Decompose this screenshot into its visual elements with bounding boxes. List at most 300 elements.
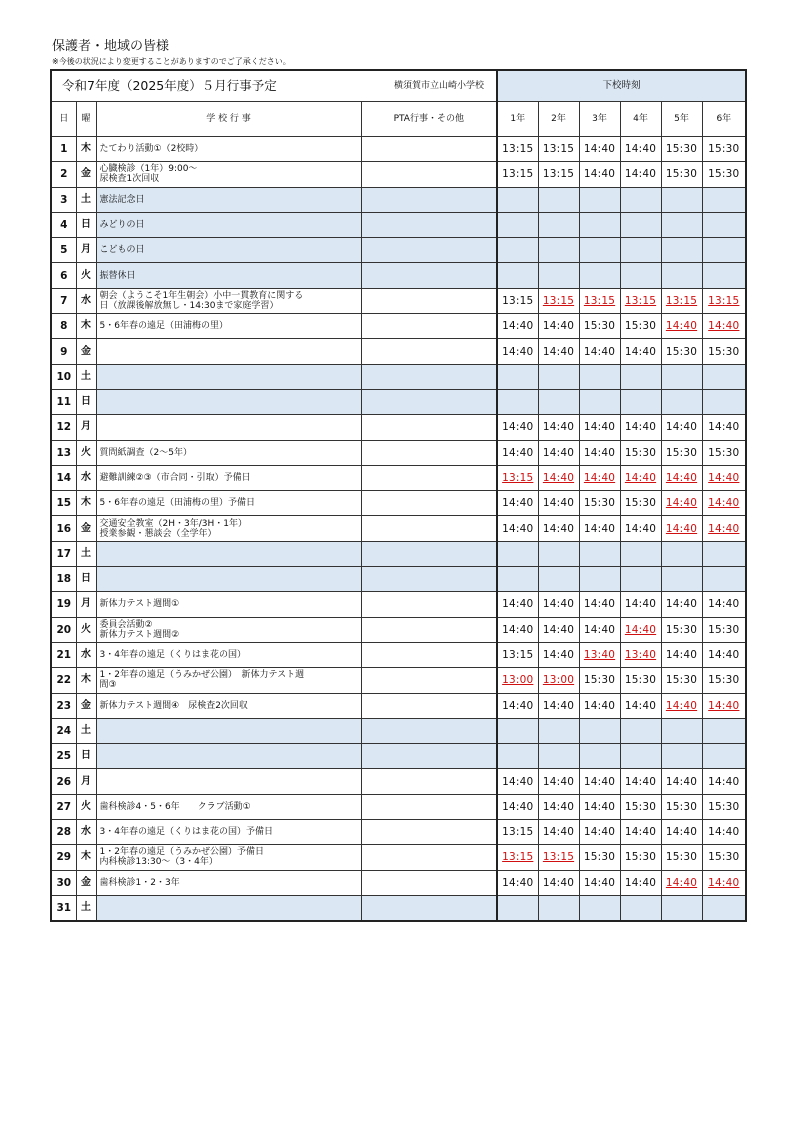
table-row xyxy=(51,718,746,743)
weekday-cell: 火 xyxy=(76,440,96,465)
dismissal-time-cell: 15:30 xyxy=(579,668,620,693)
dismissal-time-cell xyxy=(538,744,579,769)
event-cell: みどりの日 xyxy=(96,212,361,237)
pta-cell xyxy=(361,516,497,541)
dismissal-time-cell: 14:40 xyxy=(538,769,579,794)
dismissal-time-cell: 13:15 xyxy=(579,288,620,313)
weekday-cell: 金 xyxy=(76,516,96,541)
dismissal-time-cell: 14:40 xyxy=(538,617,579,642)
dismissal-time-cell: 14:40 xyxy=(702,314,746,339)
dismissal-time-cell: 14:40 xyxy=(702,870,746,895)
grade-header: 6年 xyxy=(702,102,746,137)
dismissal-time-cell: 15:30 xyxy=(620,794,661,819)
table-row xyxy=(51,491,746,516)
dismissal-time-cell: 14:40 xyxy=(538,693,579,718)
dismissal-time-cell: 14:40 xyxy=(702,465,746,490)
dismissal-time-cell xyxy=(497,744,538,769)
dismissal-time-cell xyxy=(620,744,661,769)
dismissal-time-cell: 15:30 xyxy=(579,314,620,339)
dismissal-time-cell: 13:15 xyxy=(497,137,538,162)
table-row xyxy=(51,364,746,389)
dismissal-time-cell xyxy=(661,187,702,212)
dismissal-time-cell: 14:40 xyxy=(661,870,702,895)
dismissal-time-cell xyxy=(702,187,746,212)
day-cell: 27 xyxy=(51,794,76,819)
dismissal-time-cell xyxy=(661,895,702,921)
dismissal-time-cell: 15:30 xyxy=(702,668,746,693)
weekday-cell: 月 xyxy=(76,415,96,440)
dismissal-time-cell xyxy=(620,238,661,263)
dismissal-time-cell xyxy=(579,212,620,237)
dismissal-time-cell xyxy=(661,567,702,592)
dismissal-time-cell: 14:40 xyxy=(579,769,620,794)
dismissal-time-cell: 14:40 xyxy=(579,339,620,364)
schedule-title: 令和7年度（2025年度）５月行事予定 xyxy=(51,70,361,102)
dismissal-time-cell xyxy=(661,389,702,414)
dismissal-time-cell xyxy=(620,389,661,414)
dismissal-time-cell: 14:40 xyxy=(538,820,579,845)
dismissal-time-cell xyxy=(702,364,746,389)
dismissal-time-cell xyxy=(661,364,702,389)
pta-cell xyxy=(361,567,497,592)
dismissal-time-cell xyxy=(579,567,620,592)
dismissal-time-cell: 14:40 xyxy=(620,617,661,642)
dismissal-time-cell: 14:40 xyxy=(538,516,579,541)
dismissal-time-cell: 13:15 xyxy=(497,642,538,667)
grade-header: 3年 xyxy=(579,102,620,137)
dismissal-header: 下校時刻 xyxy=(497,70,746,102)
dismissal-time-cell xyxy=(497,187,538,212)
event-cell: 歯科検診4・5・6年 クラブ活動① xyxy=(96,794,361,819)
pta-cell xyxy=(361,212,497,237)
dismissal-time-cell: 14:40 xyxy=(579,415,620,440)
dismissal-time-cell xyxy=(538,187,579,212)
dismissal-time-cell: 14:40 xyxy=(497,440,538,465)
day-cell: 21 xyxy=(51,642,76,667)
dismissal-time-cell: 14:40 xyxy=(538,794,579,819)
pta-cell xyxy=(361,339,497,364)
dismissal-time-cell: 14:40 xyxy=(538,415,579,440)
col-events-header: 学 校 行 事 xyxy=(96,102,361,137)
pta-cell xyxy=(361,491,497,516)
dismissal-time-cell: 14:40 xyxy=(620,339,661,364)
dismissal-time-cell xyxy=(579,895,620,921)
pta-cell xyxy=(361,617,497,642)
dismissal-time-cell: 14:40 xyxy=(538,642,579,667)
dismissal-time-cell: 14:40 xyxy=(702,693,746,718)
dismissal-time-cell: 14:40 xyxy=(538,440,579,465)
pta-cell xyxy=(361,693,497,718)
notice: ※今後の状況により変更することがありますのでご了承ください。 xyxy=(52,57,291,66)
event-cell: 振替休日 xyxy=(96,263,361,288)
dismissal-time-cell: 14:40 xyxy=(661,592,702,617)
dismissal-time-cell xyxy=(538,212,579,237)
dismissal-time-cell: 14:40 xyxy=(579,617,620,642)
event-cell: 5・6年春の遠足（田浦梅の里）予備日 xyxy=(96,491,361,516)
dismissal-time-cell: 14:40 xyxy=(620,769,661,794)
col-weekday-header: 曜 xyxy=(76,102,96,137)
weekday-cell: 日 xyxy=(76,389,96,414)
dismissal-time-cell: 14:40 xyxy=(579,592,620,617)
day-cell: 1 xyxy=(51,137,76,162)
day-cell: 9 xyxy=(51,339,76,364)
dismissal-time-cell: 15:30 xyxy=(661,339,702,364)
dismissal-time-cell: 14:40 xyxy=(538,314,579,339)
table-row xyxy=(51,592,746,617)
dismissal-time-cell: 14:40 xyxy=(497,415,538,440)
table-row xyxy=(51,744,746,769)
event-cell xyxy=(96,718,361,743)
greeting: 保護者・地域の皆様 xyxy=(52,39,170,54)
grade-header: 2年 xyxy=(538,102,579,137)
day-cell: 20 xyxy=(51,617,76,642)
weekday-cell: 金 xyxy=(76,870,96,895)
dismissal-time-cell: 15:30 xyxy=(620,845,661,870)
dismissal-time-cell: 15:30 xyxy=(702,339,746,364)
dismissal-time-cell: 15:30 xyxy=(579,845,620,870)
dismissal-time-cell: 14:40 xyxy=(538,339,579,364)
weekday-cell: 木 xyxy=(76,668,96,693)
weekday-cell: 土 xyxy=(76,895,96,921)
table-row xyxy=(51,389,746,414)
day-cell: 10 xyxy=(51,364,76,389)
dismissal-time-cell xyxy=(579,744,620,769)
event-cell xyxy=(96,339,361,364)
weekday-cell: 水 xyxy=(76,288,96,313)
event-cell xyxy=(96,541,361,566)
weekday-cell: 木 xyxy=(76,845,96,870)
dismissal-time-cell: 15:30 xyxy=(661,794,702,819)
dismissal-time-cell: 15:30 xyxy=(702,137,746,162)
dismissal-time-cell: 15:30 xyxy=(702,440,746,465)
dismissal-time-cell xyxy=(538,263,579,288)
dismissal-time-cell: 14:40 xyxy=(620,516,661,541)
dismissal-time-cell: 13:15 xyxy=(497,845,538,870)
pta-cell xyxy=(361,794,497,819)
col-day-header: 日 xyxy=(51,102,76,137)
day-cell: 3 xyxy=(51,187,76,212)
dismissal-time-cell: 13:40 xyxy=(620,642,661,667)
dismissal-time-cell: 13:00 xyxy=(497,668,538,693)
table-row xyxy=(51,465,746,490)
event-cell: 3・4年春の遠足（くりはま花の国） xyxy=(96,642,361,667)
table-row xyxy=(51,187,746,212)
dismissal-time-cell: 14:40 xyxy=(579,516,620,541)
dismissal-time-cell xyxy=(620,718,661,743)
weekday-cell: 火 xyxy=(76,794,96,819)
dismissal-time-cell: 14:40 xyxy=(620,415,661,440)
day-cell: 7 xyxy=(51,288,76,313)
dismissal-time-cell: 14:40 xyxy=(702,491,746,516)
weekday-cell: 土 xyxy=(76,187,96,212)
dismissal-time-cell: 15:30 xyxy=(620,668,661,693)
weekday-cell: 土 xyxy=(76,364,96,389)
pta-cell xyxy=(361,389,497,414)
dismissal-time-cell: 14:40 xyxy=(497,314,538,339)
dismissal-time-cell: 14:40 xyxy=(661,820,702,845)
dismissal-time-cell xyxy=(661,541,702,566)
weekday-cell: 火 xyxy=(76,263,96,288)
table-row xyxy=(51,895,746,921)
dismissal-time-cell: 14:40 xyxy=(620,693,661,718)
dismissal-time-cell: 13:15 xyxy=(497,820,538,845)
grade-header: 1年 xyxy=(497,102,538,137)
event-cell: 避難訓練②③（市合同・引取）予備日 xyxy=(96,465,361,490)
dismissal-time-cell: 14:40 xyxy=(538,592,579,617)
event-cell: こどもの日 xyxy=(96,238,361,263)
school-name: 横須賀市立山崎小学校 xyxy=(361,70,497,102)
table-row xyxy=(51,870,746,895)
dismissal-time-cell xyxy=(702,212,746,237)
dismissal-time-cell: 14:40 xyxy=(579,137,620,162)
event-cell xyxy=(96,769,361,794)
dismissal-time-cell: 14:40 xyxy=(579,440,620,465)
dismissal-time-cell: 14:40 xyxy=(702,820,746,845)
dismissal-time-cell xyxy=(538,567,579,592)
dismissal-time-cell xyxy=(538,389,579,414)
pta-cell xyxy=(361,820,497,845)
dismissal-time-cell xyxy=(702,389,746,414)
dismissal-time-cell: 15:30 xyxy=(661,162,702,187)
dismissal-time-cell: 14:40 xyxy=(661,693,702,718)
dismissal-time-cell: 14:40 xyxy=(702,415,746,440)
table-row xyxy=(51,567,746,592)
dismissal-time-cell: 14:40 xyxy=(661,415,702,440)
dismissal-time-cell xyxy=(620,187,661,212)
event-cell: 5・6年春の遠足（田浦梅の里） xyxy=(96,314,361,339)
dismissal-time-cell: 13:15 xyxy=(538,162,579,187)
weekday-cell: 月 xyxy=(76,592,96,617)
weekday-cell: 月 xyxy=(76,238,96,263)
dismissal-time-cell: 13:00 xyxy=(538,668,579,693)
event-cell xyxy=(96,567,361,592)
table-row xyxy=(51,642,746,667)
event-cell: 質問紙調査（2～5年） xyxy=(96,440,361,465)
weekday-cell: 水 xyxy=(76,820,96,845)
dismissal-time-cell: 14:40 xyxy=(620,592,661,617)
table-row xyxy=(51,845,746,870)
dismissal-time-cell xyxy=(702,895,746,921)
dismissal-time-cell xyxy=(579,389,620,414)
pta-cell xyxy=(361,238,497,263)
dismissal-time-cell xyxy=(620,541,661,566)
pta-cell xyxy=(361,440,497,465)
table-row xyxy=(51,137,746,162)
dismissal-time-cell: 15:30 xyxy=(661,668,702,693)
pta-cell xyxy=(361,592,497,617)
event-cell: 委員会活動② 新体力テスト週間② xyxy=(96,617,361,642)
table-row xyxy=(51,769,746,794)
dismissal-time-cell: 14:40 xyxy=(497,794,538,819)
pta-cell xyxy=(361,415,497,440)
table-row xyxy=(51,339,746,364)
day-cell: 23 xyxy=(51,693,76,718)
table-row xyxy=(51,263,746,288)
dismissal-time-cell: 14:40 xyxy=(538,465,579,490)
schedule-table xyxy=(50,69,747,922)
dismissal-time-cell: 13:15 xyxy=(661,288,702,313)
dismissal-time-cell xyxy=(497,718,538,743)
weekday-cell: 金 xyxy=(76,693,96,718)
dismissal-time-cell: 13:15 xyxy=(538,845,579,870)
dismissal-time-cell: 14:40 xyxy=(579,794,620,819)
event-cell xyxy=(96,389,361,414)
col-pta-header: PTA行事・その他 xyxy=(361,102,497,137)
dismissal-time-cell: 15:30 xyxy=(702,794,746,819)
event-cell: 交通安全教室（2H・3年/3H・1年） 授業参観・懇談会（全学年） xyxy=(96,516,361,541)
dismissal-time-cell xyxy=(702,541,746,566)
dismissal-time-cell xyxy=(661,212,702,237)
pta-cell xyxy=(361,314,497,339)
table-row xyxy=(51,212,746,237)
dismissal-time-cell xyxy=(497,541,538,566)
table-row xyxy=(51,693,746,718)
dismissal-time-cell: 15:30 xyxy=(579,491,620,516)
event-cell xyxy=(96,364,361,389)
dismissal-time-cell: 13:15 xyxy=(538,137,579,162)
event-cell: 朝会（ようこそ1年生朝会）小中一貫教育に関する 日（放課後解放無し・14:30まで家庭学習） xyxy=(96,288,361,313)
dismissal-time-cell: 14:40 xyxy=(702,516,746,541)
grade-header: 5年 xyxy=(661,102,702,137)
dismissal-time-cell xyxy=(538,895,579,921)
dismissal-time-cell xyxy=(620,364,661,389)
dismissal-time-cell: 15:30 xyxy=(702,845,746,870)
grade-header: 4年 xyxy=(620,102,661,137)
day-cell: 8 xyxy=(51,314,76,339)
weekday-cell: 日 xyxy=(76,212,96,237)
pta-cell xyxy=(361,895,497,921)
dismissal-time-cell xyxy=(620,263,661,288)
dismissal-time-cell xyxy=(702,744,746,769)
event-cell: 新体力テスト週間④ 尿検査2次回収 xyxy=(96,693,361,718)
dismissal-time-cell: 14:40 xyxy=(497,693,538,718)
dismissal-time-cell: 14:40 xyxy=(497,617,538,642)
day-cell: 19 xyxy=(51,592,76,617)
dismissal-time-cell xyxy=(497,567,538,592)
weekday-cell: 土 xyxy=(76,541,96,566)
event-cell: 心臓検診（1年）9:00～ 尿検査1次回収 xyxy=(96,162,361,187)
dismissal-time-cell: 14:40 xyxy=(702,592,746,617)
dismissal-time-cell xyxy=(497,895,538,921)
dismissal-time-cell: 13:15 xyxy=(497,288,538,313)
dismissal-time-cell: 15:30 xyxy=(702,617,746,642)
pta-cell xyxy=(361,744,497,769)
dismissal-time-cell: 14:40 xyxy=(661,642,702,667)
dismissal-time-cell: 15:30 xyxy=(661,137,702,162)
dismissal-time-cell xyxy=(538,364,579,389)
day-cell: 14 xyxy=(51,465,76,490)
day-cell: 31 xyxy=(51,895,76,921)
event-cell: 1・2年春の遠足（うみかぜ公園）予備日 内科検診13:30～（3・4年） xyxy=(96,845,361,870)
weekday-cell: 日 xyxy=(76,567,96,592)
dismissal-time-cell xyxy=(538,541,579,566)
dismissal-time-cell xyxy=(661,744,702,769)
day-cell: 13 xyxy=(51,440,76,465)
dismissal-time-cell: 14:40 xyxy=(538,870,579,895)
dismissal-time-cell: 15:30 xyxy=(620,491,661,516)
weekday-cell: 土 xyxy=(76,718,96,743)
dismissal-time-cell xyxy=(620,567,661,592)
pta-cell xyxy=(361,769,497,794)
table-row xyxy=(51,415,746,440)
day-cell: 2 xyxy=(51,162,76,187)
dismissal-time-cell: 14:40 xyxy=(661,769,702,794)
day-cell: 5 xyxy=(51,238,76,263)
weekday-cell: 木 xyxy=(76,137,96,162)
dismissal-time-cell: 13:40 xyxy=(579,642,620,667)
weekday-cell: 月 xyxy=(76,769,96,794)
dismissal-time-cell: 15:30 xyxy=(661,440,702,465)
dismissal-time-cell xyxy=(702,567,746,592)
dismissal-time-cell xyxy=(579,238,620,263)
dismissal-time-cell xyxy=(497,389,538,414)
day-cell: 22 xyxy=(51,668,76,693)
dismissal-time-cell: 13:15 xyxy=(538,288,579,313)
day-cell: 12 xyxy=(51,415,76,440)
dismissal-time-cell: 14:40 xyxy=(497,592,538,617)
day-cell: 15 xyxy=(51,491,76,516)
dismissal-time-cell xyxy=(661,238,702,263)
table-row xyxy=(51,238,746,263)
pta-cell xyxy=(361,870,497,895)
table-row xyxy=(51,516,746,541)
weekday-cell: 金 xyxy=(76,162,96,187)
dismissal-time-cell: 13:15 xyxy=(702,288,746,313)
dismissal-time-cell: 14:40 xyxy=(620,820,661,845)
dismissal-time-cell: 14:40 xyxy=(661,465,702,490)
dismissal-time-cell: 14:40 xyxy=(497,339,538,364)
dismissal-time-cell: 15:30 xyxy=(702,162,746,187)
weekday-cell: 水 xyxy=(76,465,96,490)
dismissal-time-cell: 13:15 xyxy=(620,288,661,313)
weekday-cell: 水 xyxy=(76,642,96,667)
table-row xyxy=(51,162,746,187)
dismissal-time-cell: 14:40 xyxy=(579,465,620,490)
weekday-cell: 日 xyxy=(76,744,96,769)
dismissal-time-cell xyxy=(579,718,620,743)
weekday-cell: 木 xyxy=(76,491,96,516)
day-cell: 28 xyxy=(51,820,76,845)
pta-cell xyxy=(361,187,497,212)
day-cell: 16 xyxy=(51,516,76,541)
table-row xyxy=(51,617,746,642)
schedule-rows xyxy=(51,137,746,922)
dismissal-time-cell: 14:40 xyxy=(620,465,661,490)
dismissal-time-cell: 14:40 xyxy=(620,162,661,187)
dismissal-time-cell xyxy=(702,238,746,263)
dismissal-time-cell: 14:40 xyxy=(702,769,746,794)
day-cell: 6 xyxy=(51,263,76,288)
dismissal-time-cell: 14:40 xyxy=(497,491,538,516)
dismissal-time-cell: 13:15 xyxy=(497,162,538,187)
event-cell xyxy=(96,744,361,769)
dismissal-time-cell: 14:40 xyxy=(620,137,661,162)
event-cell xyxy=(96,415,361,440)
day-cell: 11 xyxy=(51,389,76,414)
table-row xyxy=(51,314,746,339)
day-cell: 25 xyxy=(51,744,76,769)
pta-cell xyxy=(361,162,497,187)
day-cell: 17 xyxy=(51,541,76,566)
table-row xyxy=(51,820,746,845)
event-cell: 憲法記念日 xyxy=(96,187,361,212)
pta-cell xyxy=(361,845,497,870)
pta-cell xyxy=(361,137,497,162)
day-cell: 30 xyxy=(51,870,76,895)
dismissal-time-cell: 14:40 xyxy=(702,642,746,667)
pta-cell xyxy=(361,541,497,566)
table-row xyxy=(51,288,746,313)
